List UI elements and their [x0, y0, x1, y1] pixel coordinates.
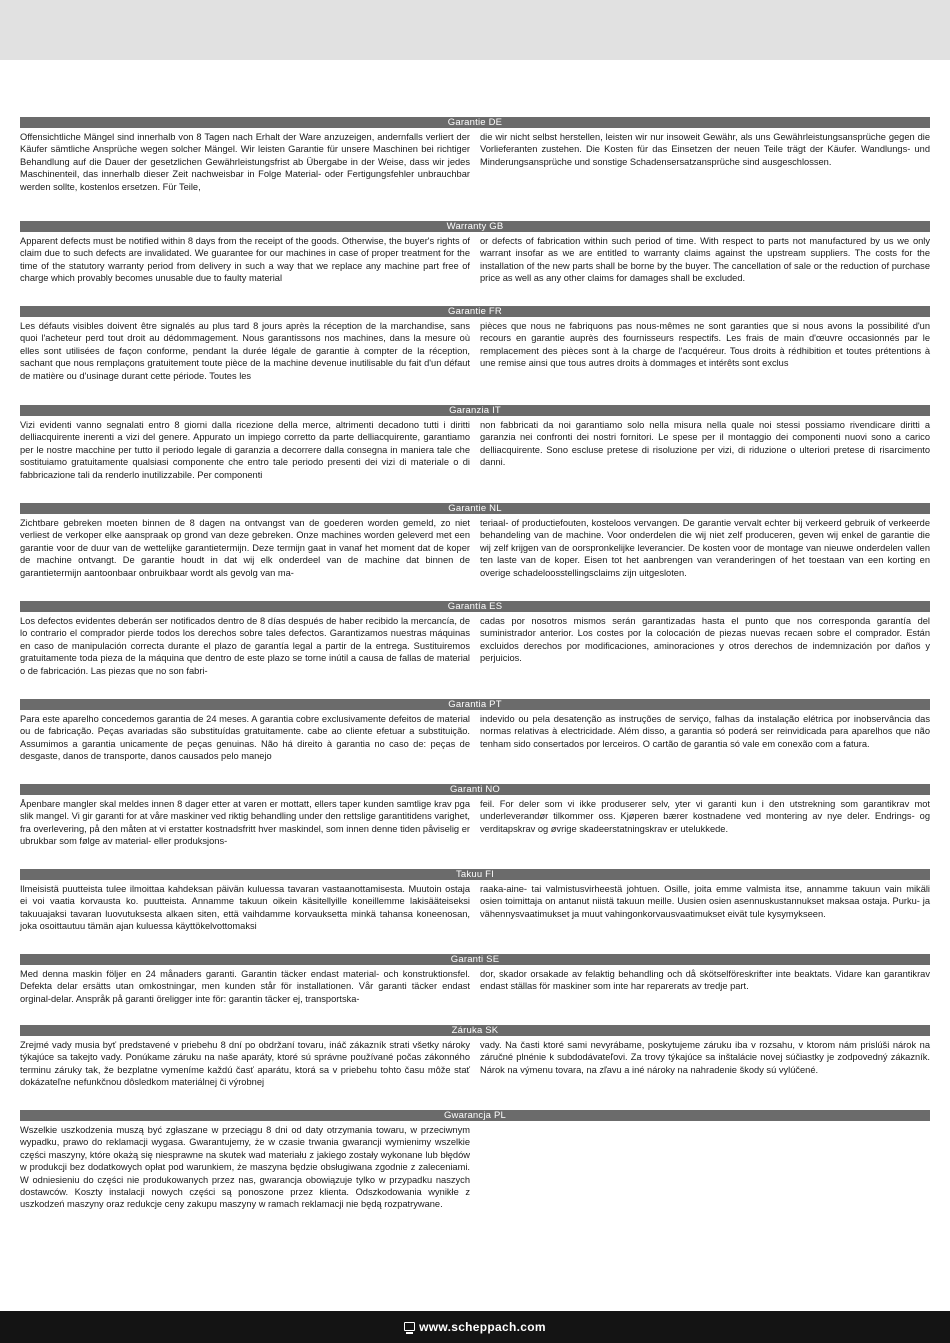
section-text-right: non fabbricati da noi garantiamo solo nella misura nella quale noi stessi possiamo rivendicare diritti a garanzia nei confronti dei nostri fornitori. Le spese per il montaggio dei componenti nuovi sono a carico delliacquirente. Sono escluse pretese di risoluzione per vizi, di riduzione o ulteriori pretese di risarcimento danni. — [480, 420, 930, 468]
section-garantia-es — [20, 601, 930, 677]
section-text-right — [480, 1124, 930, 1211]
monitor-icon — [404, 1322, 415, 1331]
website-link[interactable]: www.scheppach.com — [419, 1320, 546, 1334]
section-text-right: raaka-aine- tai valmistusvirheestä johtuen. Osille, joita emme valmista itse, annamme takuun vain mikäli osien toimittaja on antanut niistä takuun meille. Uusien osien asennuskustannukset maksaa ostaja. Purku- ja vähennysvaatimukset ja muut vahingonkorvausvaatimukset eivät tule kysymykseen. — [480, 884, 930, 919]
section-warranty-gb — [20, 221, 930, 285]
section-text-right: indevido ou pela desatenção as instruções de serviço, falhas da instalação elétrica por inobservância das normas relativas à electricidade. Além disso, a garantia só poderá ser reinvidicada para aparelhos que não tenham sido consertados por lerceiros. O cartão de garantia só vale em conexão com a fatura. — [480, 714, 930, 749]
section-text-left: Ilmeisistä puutteista tulee ilmoittaa kahdeksan päivän kuluessa tavaran vastaanottamisesta. Muutoin ostaja ei voi vaatia korvausta ko. puutteista. Annamme takuun oikein käsitellyille koneillemme lakisääteiseksi takuuajaksi tavaran luovutuksesta alkaen siten, että vaihdamme korvauksetta minkä tahansa koneenosan, joka osoittautuu tämän ajan kuluessa käyttökelvottomaksi — [20, 884, 470, 932]
section-text-right: pièces que nous ne fabriquons pas nous-mêmes ne sont garanties que si nous avons la possibilité d'un recours en garantie auprès des fournisseurs respectifs. Les frais de main d'œuvre occasionnés par le remplacement des pièces sont à la charge de l'acquéreur. Tous droits à rédhibition et toutes prétentions à une remise ainsi que tous autres droits à dommages et intérêts sont exclus — [480, 321, 930, 369]
section-text-left: Med denna maskin följer en 24 månaders garanti. Garantin täcker endast material- och konstruktionsfel. Defekta delar ersätts utan omkostningar, men kunden står för installationen. Vår garanti täcker endast orginal-delar. Anspråk på garanti öreligger inte för: garantin täcker ej, transportska- — [20, 969, 470, 1004]
section-text-left: Los defectos evidentes deberán ser notificados dentro de 8 días después de haber recibido la mercancía, de lo contrario el comprador pierde todos los derechos sobre tales defectos. Garantizamos nuestras máquinas en caso de manipulación correcta durante el plazo de garantía legal a partir de la entrega. Sustituiremos gratuitamente toda pieza de la máquina que dentro de este plazo se torne inútil a causa de fallas de material o de fabricación. Las piezas que no son fabri- — [20, 616, 470, 676]
section-text-left: Vizi evidenti vanno segnalati entro 8 giorni dalla ricezione della merce, altrimenti decadono tutti i diritti delliacquirente inerenti a vizi del genere. Appurato un impiego corretto da parte delliacquirente, garantiamo per le nostre macchine per tutto il periodo legale di garanzia a decorrere dalla consegna in maniera tale che sostituiamo gratuitamente qualsiasi componente che entro tale periodo presenti dei vizi di materiale o di fabbricazione tali da renderlo inutilizzabile. Per componenti — [20, 420, 470, 480]
section-text-left: Wszelkie uszkodzenia muszą być zgłaszane w przeciągu 8 dni od daty otrzymania towaru, w przeciwnym wypadku, prawo do reklamacji wygasa. Gwarantujemy, że w czasie trwania gwarancji wymienimy wszelkie części maszyny, które okażą się niesprawne na skutek wad materiału z jakiego zostały wykonane lub błędów w produkcji bez dodatkowych opłat pod warunkiem, że maszyna będzie obsługiwana zgodnie z zaleceniami. W odniesieniu do części nie produkowanych przez nas, gwarancja obowiązuje tylko w przypadku naszych dostawców. Koszty instalacji nowych części są ponoszone przez klienta. Odszkodowania wynikłe z uszkodzeń maszyny oraz redukcje ceny zakupu maszyny w ramach reklamacji nie będą rozpatrywane. — [20, 1125, 470, 1210]
section-text-left: Para este aparelho concedemos garantia de 24 meses. A garantia cobre exclusivamente defeitos de material ou de fabricação. Peças avariadas são substituídas gratuitamente. cabe ao cliente efetuar a substituição. Assumimos a garantia unicamente de peças genuinas. Não há direito à garantia no caso de: peças de desgaste, danos de transporte, danos causados pelo manejo — [20, 714, 470, 762]
section-heading: Garantia PT — [20, 699, 930, 710]
section-heading: Garanti NO — [20, 784, 930, 795]
section-garanti-no — [20, 784, 930, 848]
section-text-left: Offensichtliche Mängel sind innerhalb von 8 Tagen nach Erhalt der Ware anzuzeigen, andernfalls verliert der Käufer sämtliche Ansprüche wegen solcher Mängel. Wir leisten Garantie für unsere Maschinen bei richtiger Behandlung auf die Dauer der gesetzlichen Gewährleistungsfrist ab Übergabe in der Weise, dass wir jedes Maschinenteil, das innerhalb dieser Zeit nachweisbar in Folge Material- oder Fertigungsfehler unbrauchbar werden sollte, kostenlos ersetzen. Für Teile, — [20, 132, 470, 192]
section-garanti-se — [20, 954, 930, 1005]
footer-bar — [0, 1311, 950, 1343]
section-heading: Garantie NL — [20, 503, 930, 514]
section-heading: Garantía ES — [20, 601, 930, 612]
section-heading: Takuu FI — [20, 869, 930, 880]
section-garantie-de — [20, 117, 930, 193]
section-text-right: die wir nicht selbst herstellen, leisten wir nur insoweit Gewähr, als uns Gewährleistungsansprüche gegen die Vorlieferanten zustehen. Die Kosten für das Einsetzen der neuen Teile trägt der Käufer. Wandlungs- und Minderungsansprüche und sonstige Schadensersatzansprüche sind ausgeschlossen. — [480, 132, 930, 167]
section-text-right: or defects of fabrication within such period of time. With respect to parts not manufactured by us we only warrant insofar as we are entitled to warranty claims against the upstream suppliers. The costs for the installation of the new parts shall be borne by the buyer. The cancellation of sale or the reduction of purchase price as well as any other claims for damages shall be excluded. — [480, 236, 930, 284]
section-garantia-pt — [20, 699, 930, 763]
section-heading: Warranty GB — [20, 221, 930, 232]
section-text-right: teriaal- of productiefouten, kosteloos vervangen. De garantie vervalt echter bij verkeerd gebruik of verkeerde behandeling van de machine. Voor onderdelen die wij niet zelf produceren, geven wij enkel de garantie die wij zelf krijgen van de oorspronkelijke leverancier. De kosten voor de montage van nieuwe onderdelen vallen ten laste van de koper. Eisen tot het aanbrengen van veranderingen of het toestaan van een korting en overige schadeloosstellingsclaims zijn uitgesloten. — [480, 518, 930, 578]
section-garanzia-it — [20, 405, 930, 481]
section-text-left: Apparent defects must be notified within 8 days from the receipt of the goods. Otherwise, the buyer's rights of claim due to such defects are invalidated. We guarantee for our machines in case of proper treatment for the time of the statutory warranty period from delivery in such a way that we replace any machine part free of charge which provably becomes unusable due to faulty material — [20, 236, 470, 284]
header-band — [0, 0, 950, 60]
section-text-left: Zrejmé vady musia byť predstavené v priebehu 8 dní po obdržaní tovaru, ináč zákazník strati všetky nároky týkajúce sa takejto vady. Ponúkame záruku na naše aparáty, ktoré sú správne používané počas zákonného terminu záruky tak, že bezplatne vymeníme každú časť aparátu, ktorá sa v priebehu tohto času môže stať dokázateľne nefunkčnou dôsledkom materiálnej či výrobnej — [20, 1040, 470, 1088]
section-text-left: Åpenbare mangler skal meldes innen 8 dager etter at varen er mottatt, ellers taper kunden samtlige krav pga slik mangel. Vi gir garanti for at våre maskiner ved riktig behandling under den rettslige garantitidens varighet, fra overlevering, på den måten at vi erstatter kostnadsfritt hver maskindel, som innen denne tiden påviselig er ubrukbar som følge av material- eller produksjons- — [20, 799, 470, 847]
section-heading: Gwarancja PL — [20, 1110, 930, 1121]
section-text-right: dor, skador orsakade av felaktig behandling och då skötselföreskrifter inte beaktats. Vidare kan garantikrav endast ställas för maskiner som inte har reparerats av tredje part. — [480, 969, 930, 992]
section-heading: Garanti SE — [20, 954, 930, 965]
section-gwarancja-pl — [20, 1110, 930, 1211]
section-text-right: vady. Na časti ktoré sami nevyrábame, poskytujeme záruku iba v rozsahu, v ktorom nám prislúši nárok na záručné plnénie k subdodávateľovi. Za trovy týkajúce sa inštalácie novej súčiastky je zodpovedný zákazník. Nárok na výmenu tovara, na zľavu a iné nároky na nahradenie škody sú vylúčené. — [480, 1040, 930, 1075]
section-text-left: Les défauts visibles doivent être signalés au plus tard 8 jours après la réception de la marchandise, sans quoi l'acheteur perd tout droit au dédommagement. Nous garantissons nos machines, dans la mesure où elles sont utilisées de façon conforme, pendant la durée légale de garantie à compter de la réception, sachant que nous remplaçons gratuitement toute pièce de la machine devenue inutilisable du fait d'un défaut de matière ou d'usinage durant cette période. Toutes les — [20, 321, 470, 381]
section-zaruka-sk — [20, 1025, 930, 1089]
section-takuu-fi — [20, 869, 930, 933]
section-text-right: feil. For deler som vi ikke produserer selv, yter vi garanti kun i den utstrekning som garantikrav mot underleverandør tilkommer oss. Kjøperen bærer kostnadene ved montering av nye deler. Endrings- og verditapskrav og øvrige skadeerstatningskrav er utelukkede. — [480, 799, 930, 834]
section-text-left: Zichtbare gebreken moeten binnen de 8 dagen na ontvangst van de goederen worden gemeld, zo niet verliest de verkoper elke aanspraak op grond van deze gebreken. Onze machines worden geleverd met een garantie voor de duur van de wettelijke garantietermijn. Deze termijn gaat in vanaf het moment dat de koper de machine ontvangt. De garantie houdt in dat wij elk onderdeel van de machine dat binnen de garantietermijn aantoonbaar onbruikbaar wordt als gevolg van ma- — [20, 518, 470, 578]
section-heading: Garantie DE — [20, 117, 930, 128]
section-text-right: cadas por nosotros mismos serán garantizadas hasta el punto que nos corresponda garantía del suministrador anterior. Los costes por la colocación de piezas nuevas recaen sobre el comprador. Están excluidos derechos por modificaciones, aminoraciones y otros derechos de indemnización por daños y perjuicios. — [480, 616, 930, 664]
section-garantie-fr — [20, 306, 930, 382]
section-garantie-nl — [20, 503, 930, 579]
section-heading: Garantie FR — [20, 306, 930, 317]
section-heading: Záruka SK — [20, 1025, 930, 1036]
section-heading: Garanzia IT — [20, 405, 930, 416]
